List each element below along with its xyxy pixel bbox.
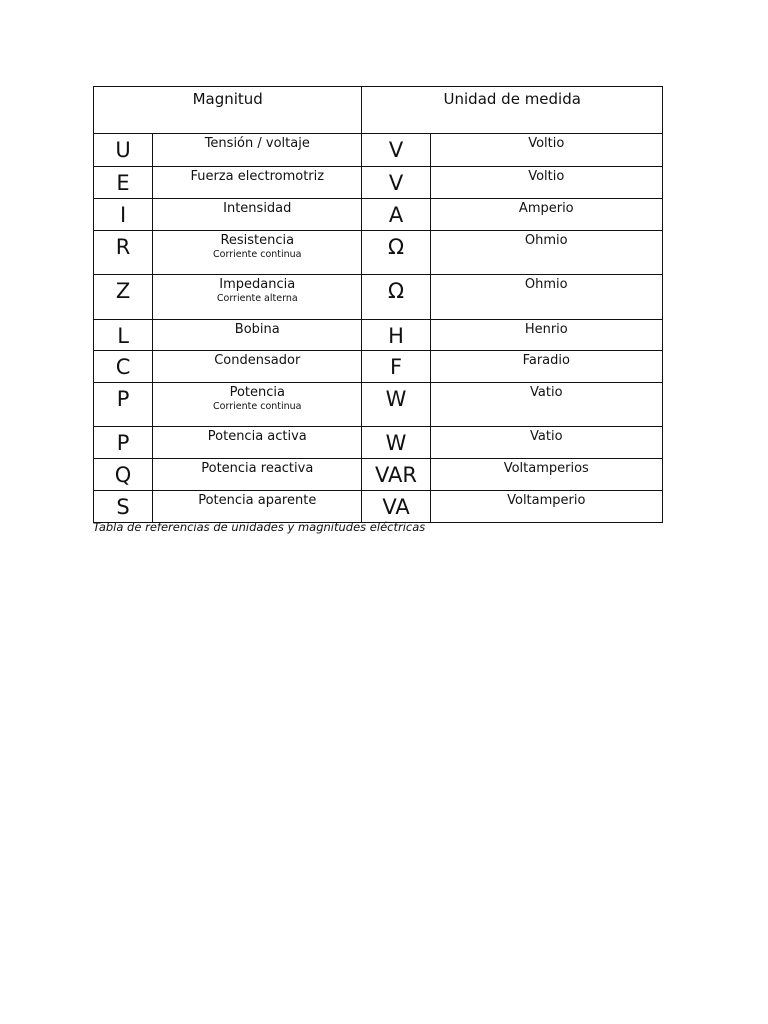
magnitude-name-cell (153, 231, 362, 275)
magnitude-symbol: L (94, 320, 153, 351)
table-row (94, 351, 663, 383)
unit-symbol: V (362, 167, 430, 199)
units-table (93, 86, 663, 523)
table-row (94, 383, 663, 427)
magnitude-name-cell (153, 320, 362, 351)
unit-name: Vatio (430, 427, 662, 459)
magnitude-name: Resistencia (220, 233, 295, 248)
unit-symbol: Ω (362, 275, 430, 320)
magnitude-name: Potencia reactiva (201, 461, 314, 476)
magnitude-symbol: C (94, 351, 153, 383)
magnitude-symbol: U (94, 134, 153, 167)
magnitude-name-cell (153, 427, 362, 459)
unit-symbol: W (362, 383, 430, 427)
table-row (94, 275, 663, 320)
magnitude-name: Condensador (214, 353, 301, 368)
magnitude-name: Fuerza electromotriz (190, 169, 325, 184)
magnitude-name-cell (153, 459, 362, 491)
unit-name: Ohmio (430, 231, 662, 275)
magnitude-name: Impedancia (219, 277, 296, 292)
magnitude-note: Corriente alterna (216, 293, 298, 304)
header-unit: Unidad de medida (362, 87, 663, 134)
table-row (94, 459, 663, 491)
magnitude-symbol: I (94, 199, 153, 231)
magnitude-name: Potencia (229, 385, 285, 400)
unit-symbol: W (362, 427, 430, 459)
magnitude-symbol: Q (94, 459, 153, 491)
unit-name: Henrio (430, 320, 662, 351)
unit-symbol: F (362, 351, 430, 383)
magnitude-name-cell (153, 167, 362, 199)
table-row (94, 231, 663, 275)
magnitude-name-cell (153, 275, 362, 320)
unit-name: Vatio (430, 383, 662, 427)
unit-symbol: V (362, 134, 430, 167)
magnitude-symbol: S (94, 491, 153, 523)
table-row (94, 427, 663, 459)
magnitude-symbol: Z (94, 275, 153, 320)
magnitude-symbol: E (94, 167, 153, 199)
magnitude-name-cell (153, 351, 362, 383)
magnitude-name-cell (153, 491, 362, 523)
unit-name: Voltio (430, 134, 662, 167)
magnitude-name: Tensión / voltaje (204, 136, 310, 151)
table-row (94, 199, 663, 231)
unit-name: Voltio (430, 167, 662, 199)
unit-name: Faradio (430, 351, 662, 383)
magnitude-name: Potencia aparente (198, 493, 317, 508)
magnitude-symbol: P (94, 427, 153, 459)
unit-name: Voltamperio (430, 491, 662, 523)
unit-symbol: VA (362, 491, 430, 523)
unit-symbol: Ω (362, 231, 430, 275)
magnitude-name-cell (153, 199, 362, 231)
unit-name: Amperio (430, 199, 662, 231)
table-header-row (94, 87, 663, 134)
unit-symbol: VAR (362, 459, 430, 491)
magnitude-name: Intensidad (223, 201, 292, 216)
table-row (94, 491, 663, 523)
magnitude-symbol: R (94, 231, 153, 275)
magnitude-note: Corriente continua (213, 401, 302, 412)
unit-symbol: A (362, 199, 430, 231)
magnitude-symbol: P (94, 383, 153, 427)
magnitude-name-cell (153, 383, 362, 427)
table-row (94, 134, 663, 167)
magnitude-name: Bobina (234, 322, 280, 337)
table-row (94, 167, 663, 199)
magnitude-note: Corriente continua (213, 249, 302, 260)
magnitude-name-cell (153, 134, 362, 167)
unit-name: Voltamperios (430, 459, 662, 491)
magnitude-name: Potencia activa (207, 429, 307, 444)
table-caption: Tabla de referencias de unidades y magnitudes eléctricas (93, 520, 426, 534)
unit-name: Ohmio (430, 275, 662, 320)
header-magnitude: Magnitud (94, 87, 362, 134)
unit-symbol: H (362, 320, 430, 351)
table-row (94, 320, 663, 351)
